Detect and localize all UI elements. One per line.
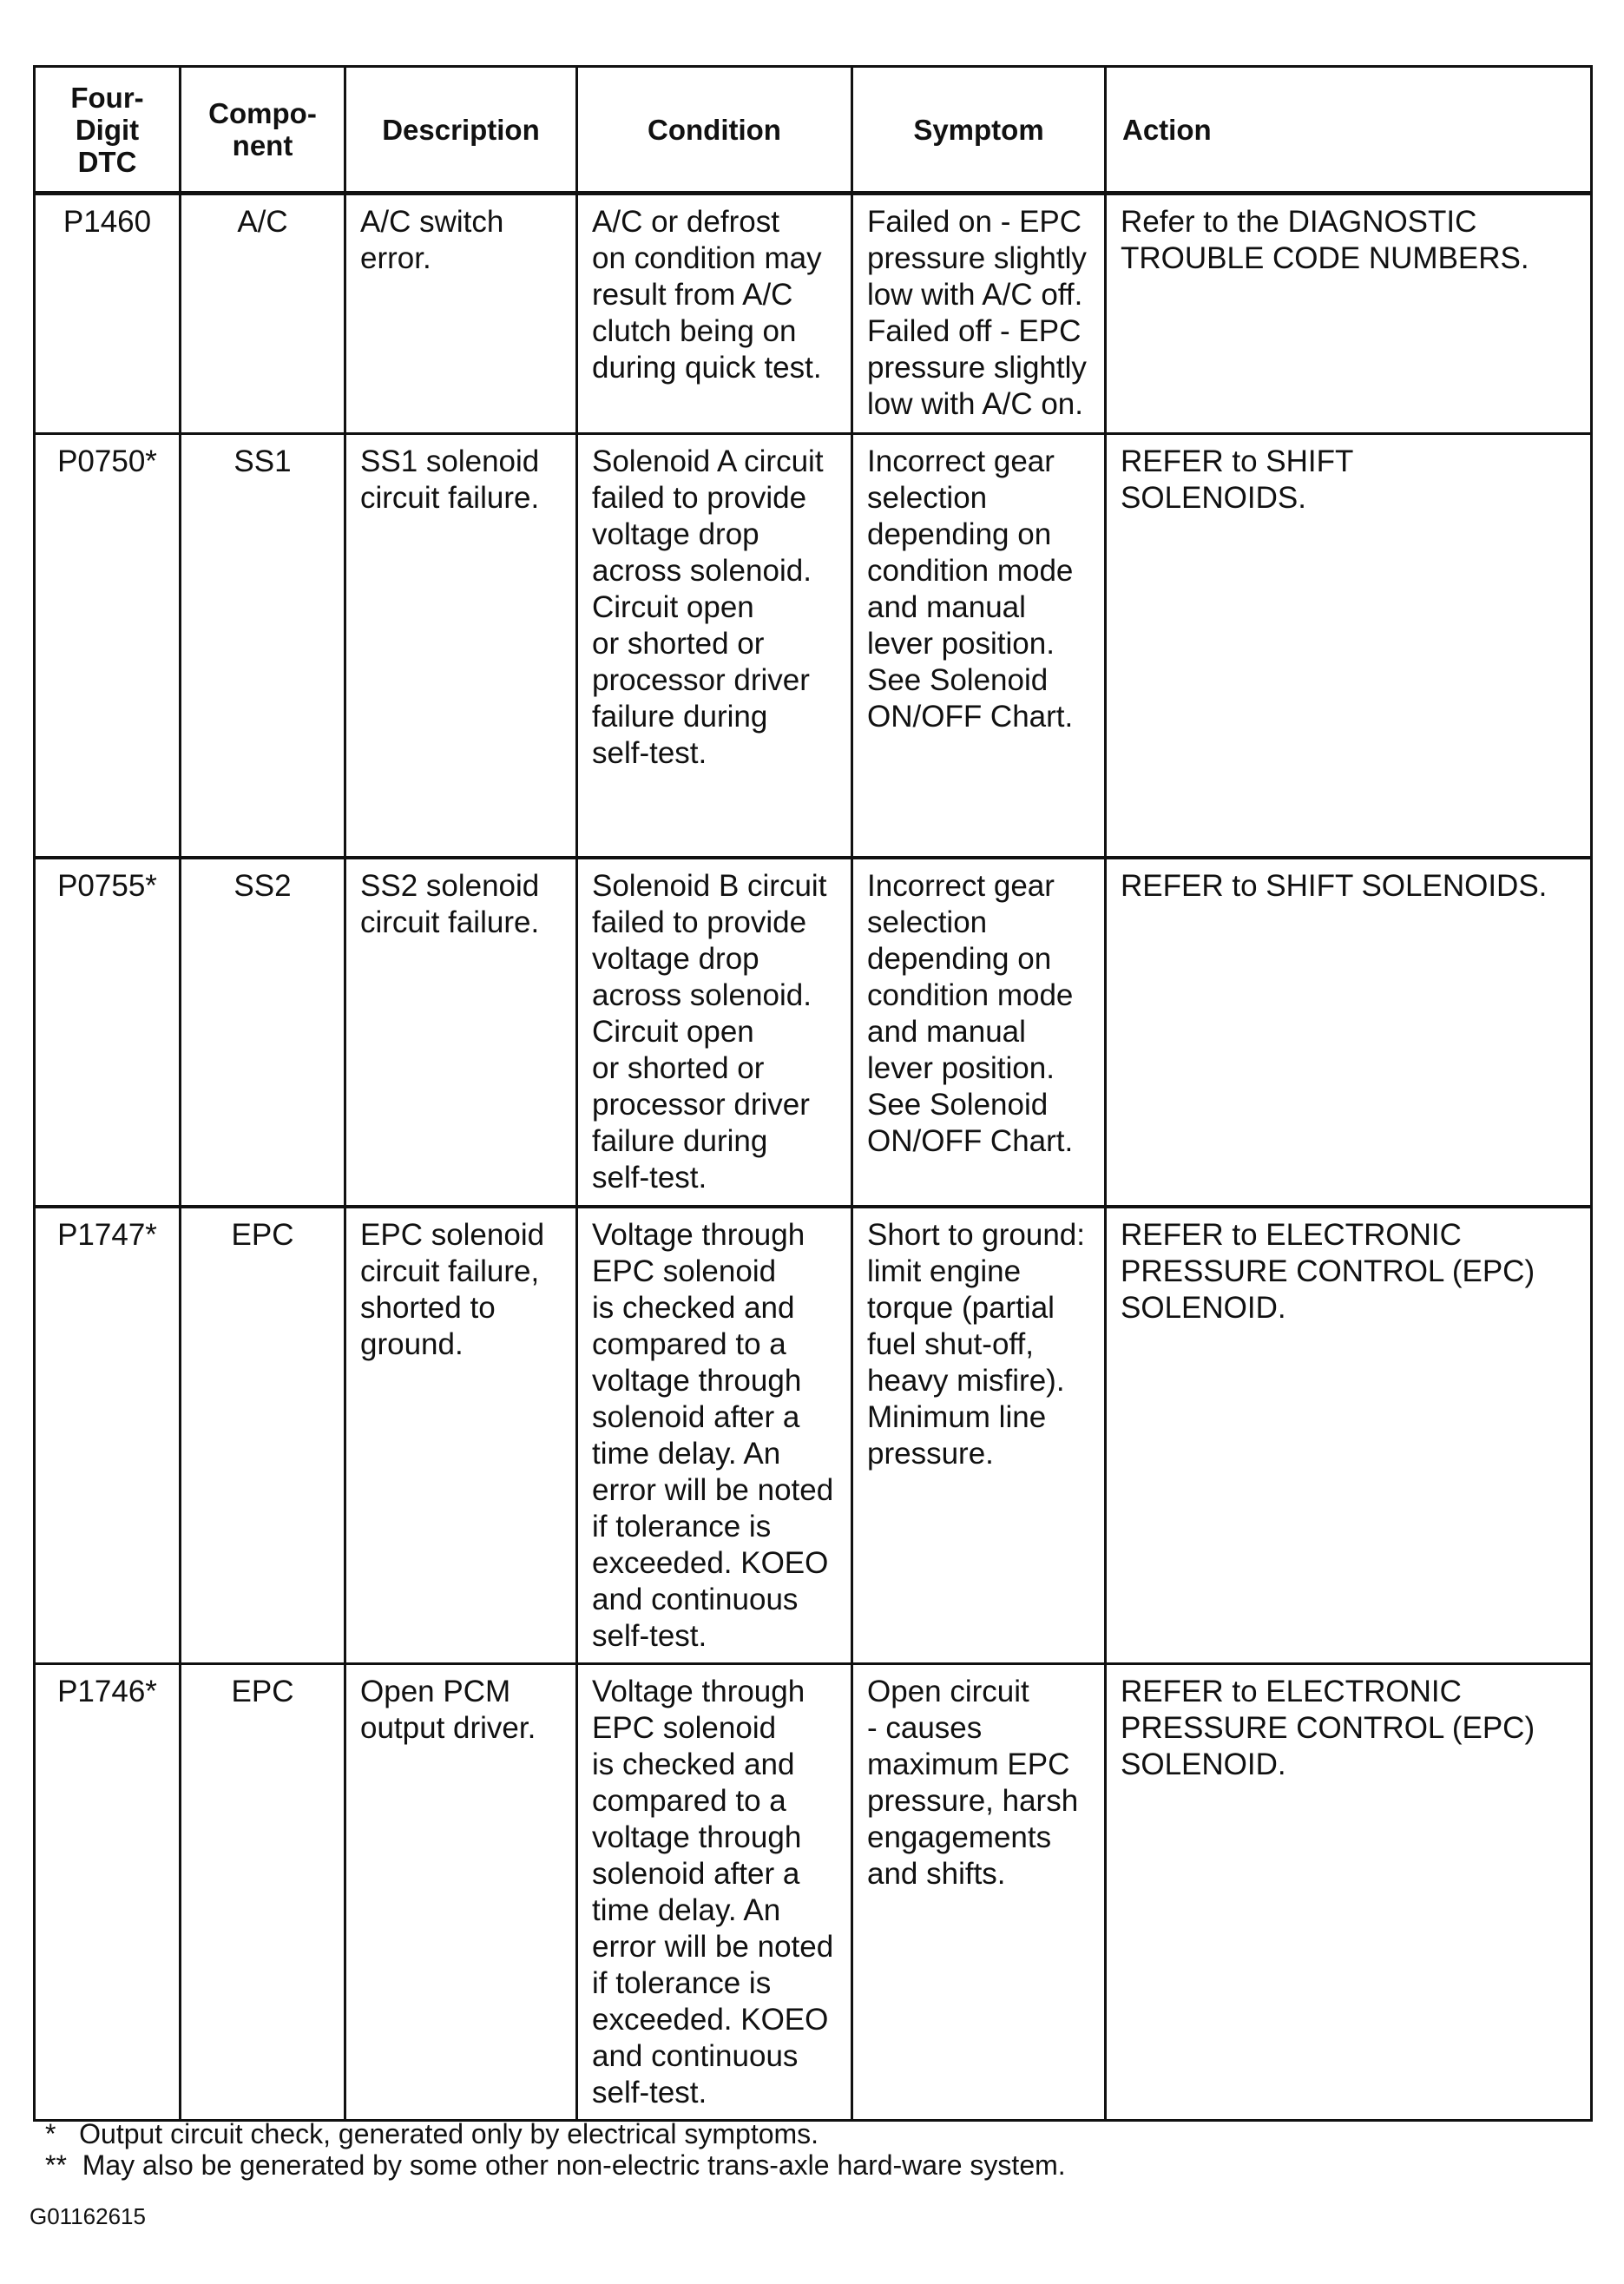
- condition-cell: Solenoid A circuit failed to provide voltage drop across solenoid. Circuit open or shorted or processor driver failure during self-test.: [577, 434, 852, 859]
- action-cell: REFER to SHIFT SOLENOIDS.: [1106, 434, 1592, 859]
- figure-id: G01162615: [30, 2203, 146, 2229]
- footnotes: [45, 2118, 1066, 2181]
- footnote-single-asterisk: * Output circuit check, generated only by electrical symptoms.: [45, 2118, 819, 2149]
- condition-cell: Voltage through EPC solenoid is checked and compared to a voltage through solenoid after a time delay. An error will be noted if tolerance is exceeded. KOEO and continuous self-test.: [577, 1664, 852, 2121]
- component-cell: SS2: [181, 858, 345, 1207]
- action-cell: REFER to ELECTRONIC PRESSURE CONTROL (EPC) SOLENOID.: [1106, 1664, 1592, 2121]
- symptom-cell: Open circuit - causes maximum EPC pressure, harsh engagements and shifts.: [852, 1664, 1106, 2121]
- symptom-cell: Incorrect gear selection depending on condition mode and manual lever position. See Solenoid ON/OFF Chart.: [852, 434, 1106, 859]
- action-cell: REFER to SHIFT SOLENOIDS.: [1106, 858, 1592, 1207]
- description-cell: EPC solenoid circuit failure, shorted to ground.: [345, 1207, 577, 1664]
- table-row: [35, 1664, 1592, 2121]
- table-row: [35, 194, 1592, 434]
- header-action: Action: [1106, 67, 1592, 194]
- table-header: [35, 67, 1592, 194]
- component-cell: SS1: [181, 434, 345, 859]
- description-cell: SS2 solenoid circuit failure.: [345, 858, 577, 1207]
- condition-cell: Solenoid B circuit failed to provide voltage drop across solenoid. Circuit open or shorted or processor driver failure during self-test.: [577, 858, 852, 1207]
- header-condition: Condition: [577, 67, 852, 194]
- dtc-cell: P1746*: [35, 1664, 181, 2121]
- header-component: Compo- nent: [181, 67, 345, 194]
- dtc-cell: P0750*: [35, 434, 181, 859]
- condition-cell: Voltage through EPC solenoid is checked and compared to a voltage through solenoid after a time delay. An error will be noted if tolerance is exceeded. KOEO and continuous self-test.: [577, 1207, 852, 1664]
- condition-cell: A/C or defrost on condition may result from A/C clutch being on during quick test.: [577, 194, 852, 434]
- component-cell: A/C: [181, 194, 345, 434]
- description-cell: Open PCM output driver.: [345, 1664, 577, 2121]
- dtc-cell: P1747*: [35, 1207, 181, 1664]
- header-description: Description: [345, 67, 577, 194]
- footnote-double-asterisk: ** May also be generated by some other non-electric trans-axle hard-ware system.: [45, 2149, 1066, 2181]
- dtc-table: [33, 65, 1593, 2122]
- description-cell: SS1 solenoid circuit failure.: [345, 434, 577, 859]
- symptom-cell: Short to ground: limit engine torque (partial fuel shut-off, heavy misfire). Minimum line pressure.: [852, 1207, 1106, 1664]
- dtc-cell: P1460: [35, 194, 181, 434]
- symptom-cell: Failed on - EPC pressure slightly low with A/C off. Failed off - EPC pressure slightly low with A/C on.: [852, 194, 1106, 434]
- table-row: [35, 858, 1592, 1207]
- table-row: [35, 1207, 1592, 1664]
- header-symptom: Symptom: [852, 67, 1106, 194]
- table-body: [35, 194, 1592, 2121]
- table-row: [35, 434, 1592, 859]
- action-cell: Refer to the DIAGNOSTIC TROUBLE CODE NUMBERS.: [1106, 194, 1592, 434]
- action-cell: REFER to ELECTRONIC PRESSURE CONTROL (EPC) SOLENOID.: [1106, 1207, 1592, 1664]
- header-row: [35, 67, 1592, 194]
- component-cell: EPC: [181, 1664, 345, 2121]
- description-cell: A/C switch error.: [345, 194, 577, 434]
- component-cell: EPC: [181, 1207, 345, 1664]
- symptom-cell: Incorrect gear selection depending on condition mode and manual lever position. See Solenoid ON/OFF Chart.: [852, 858, 1106, 1207]
- header-dtc: Four- Digit DTC: [35, 67, 181, 194]
- dtc-cell: P0755*: [35, 858, 181, 1207]
